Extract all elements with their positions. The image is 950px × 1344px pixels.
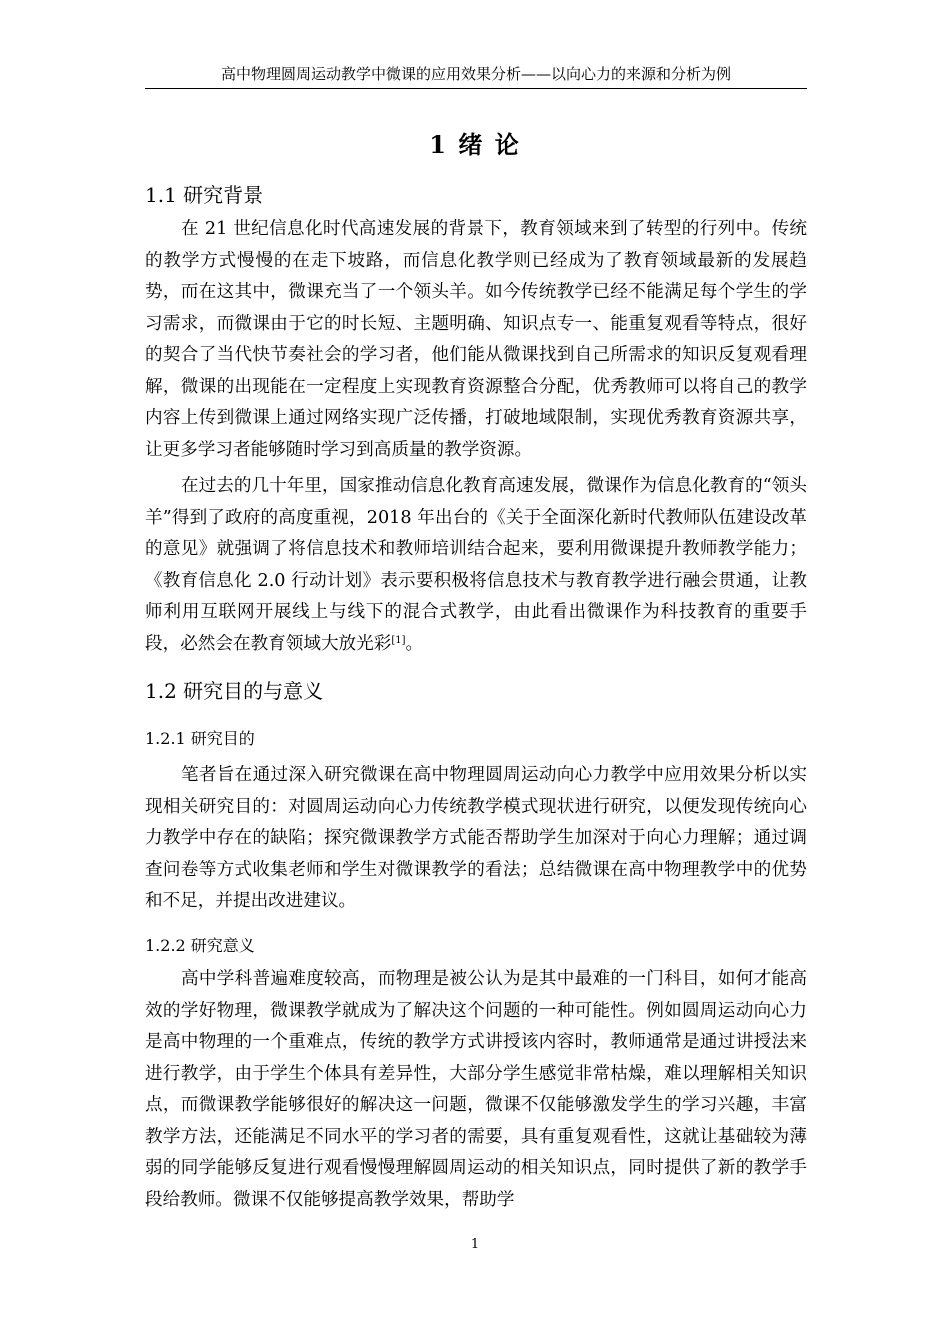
section-heading-1-1: 1.1 研究背景: [145, 183, 264, 207]
paragraph-background-2: [145, 471, 807, 660]
section-heading-1-2: 1.2 研究目的与意义: [145, 679, 324, 703]
paragraph-background-1: 在 21 世纪信息化时代高速发展的背景下，教育领域来到了转型的行列中。传统的教学方式慢慢的在走下坡路，而信息化教学则已经成为了教育领域最新的发展趋势，而在这其中，微课充当了一个领头羊。如今传统教学已经不能满足每个学生的学习需求，而微课由于它的时长短、主题明确、知识点专一、能重复观看等特点，很好的契合了当代快节奏社会的学习者，他们能从微课找到自己所需求的知识反复观看理解，微课的出现能在一定程度上实现教育资源整合分配，优秀教师可以将自己的教学内容上传到微课上通过网络实现广泛传播，打破地域限制，实现优秀教育资源共享，让更多学习者能够随时学习到高质量的教学资源。: [145, 219, 807, 460]
header-rule: [145, 88, 807, 89]
paragraph-purpose: 笔者旨在通过深入研究微课在高中物理圆周运动向心力教学中应用效果分析以实现相关研究目的：对圆周运动向心力传统教学模式现状进行研究，以便发现传统向心力教学中存在的缺陷；探究微课教学方式能否帮助学生加深对于向心力理解；通过调查问卷等方式收集老师和学生对微课教学的看法；总结微课在高中物理教学中的优势和不足，并提出改进建议。: [145, 765, 807, 911]
subsection-heading-1-2-1: 1.2.1 研究目的: [145, 729, 255, 748]
paragraph-background-2-end: 。: [405, 633, 424, 654]
paragraph-significance: 高中学科普遍难度较高，而物理是被公认为是其中最难的一门科目，如何才能高效的学好物理，微课教学就成为了解决这个问题的一种可能性。例如圆周运动向心力是高中物理的一个重难点，传统的教学方式讲授该内容时，教师通常是通过讲授法来进行教学，由于学生个体具有差异性，大部分学生感觉非常枯燥，难以理解相关知识点，而微课教学能够很好的解决这一问题，微课不仅能够激发学生的学习兴趣，丰富教学方法，还能满足不同水平的学习者的需要，具有重复观看性，这就让基础较为薄弱的同学能够反复进行观看慢慢理解圆周运动的相关知识点，同时提供了新的教学手段给教师。微课不仅能够提高教学效果，帮助学: [145, 969, 807, 1210]
paragraph-background-2-text: 在过去的几十年里，国家推动信息化教育高速发展，微课作为信息化教育的“领头羊”得到了政府的高度重视，2018 年出台的《关于全面深化新时代教师队伍建设改革的意见》就强调了将信息技术和教师培训结合起来，要利用微课提升教师教学能力；《教育信息化 2.0 行动计划》表示要积极将信息技术与教育教学进行融会贯通，让教师利用互联网开展线上与线下的混合式教学，由此看出微课作为科技教育的重要手段，必然会在教育领域大放光彩: [145, 476, 807, 654]
subsection-heading-1-2-2: 1.2.2 研究意义: [145, 936, 255, 955]
citation-marker[interactable]: [1]: [391, 634, 406, 646]
running-header: 高中物理圆周运动教学中微课的应用效果分析——以向心力的来源和分析为例: [220, 65, 731, 83]
page-number: 1: [470, 1237, 480, 1252]
chapter-title: 1 绪 论: [429, 130, 521, 159]
